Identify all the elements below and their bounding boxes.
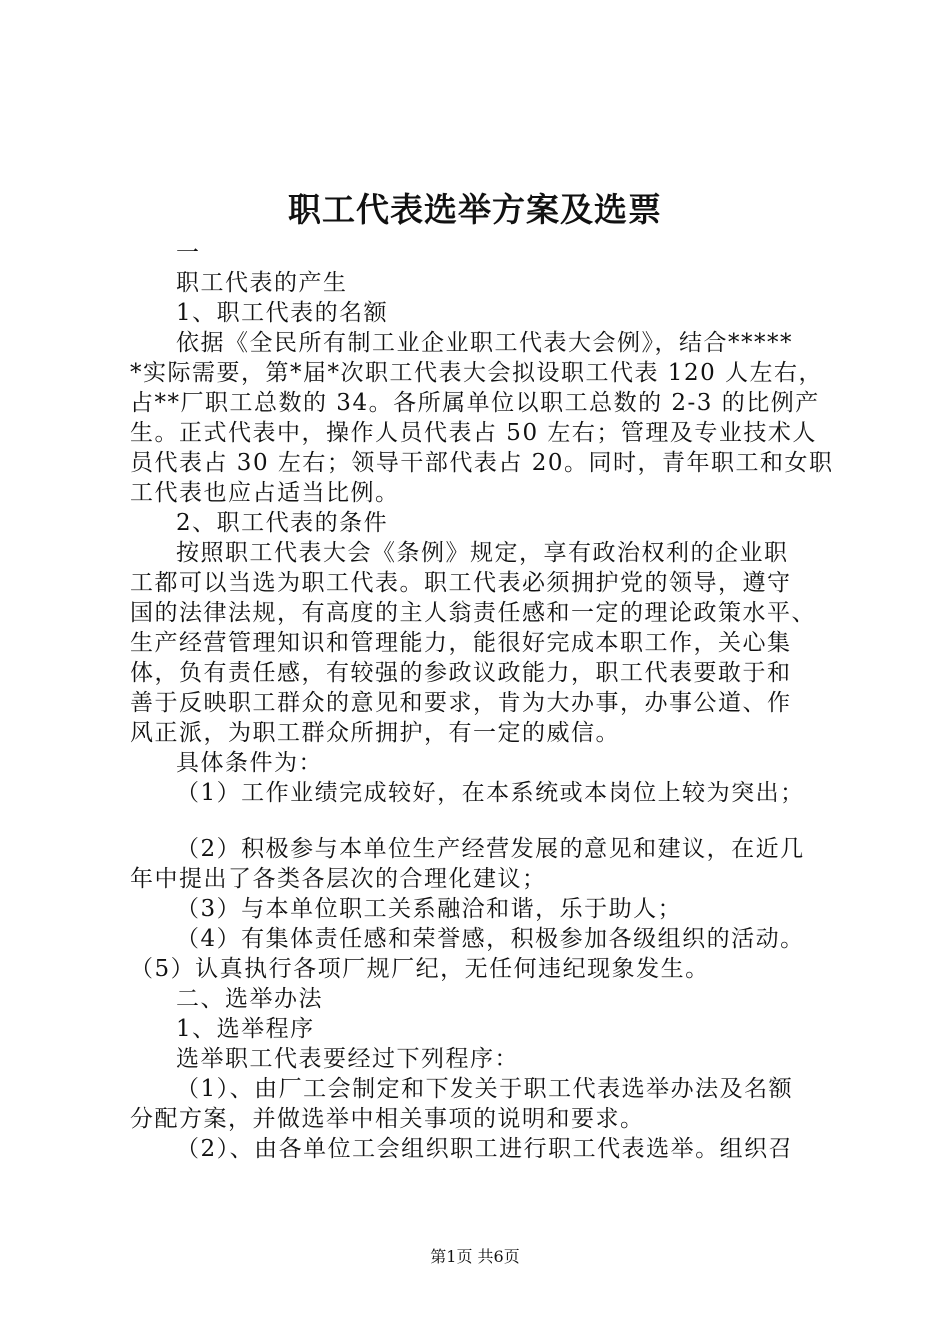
text-line: （1）工作业绩完成较好，在本系统或本岗位上较为突出；: [176, 780, 805, 806]
text-line: 2、职工代表的条件: [176, 510, 389, 536]
text-line: 按照职工代表大会《条例》规定，享有政治权利的企业职: [176, 540, 789, 566]
text-line: （2）积极参与本单位生产经营发展的意见和建议，在近几: [176, 836, 805, 862]
text-line: 年中提出了各类各层次的合理化建议；: [130, 866, 547, 892]
text-line: （3）与本单位职工关系融洽和谐，乐于助人；: [176, 896, 683, 922]
text-line: 具体条件为：: [176, 750, 323, 776]
text-line: （5）认真执行各项厂规厂纪，无任何违纪现象发生。: [130, 956, 710, 982]
text-line: 依据《全民所有制工业企业职工代表大会例》，结合*****: [176, 330, 793, 356]
text-line: 工代表也应占适当比例。: [130, 480, 400, 506]
text-line: （1）、由厂工会制定和下发关于职工代表选举办法及名额: [176, 1076, 794, 1102]
text-line: 善于反映职工群众的意见和要求，肯为大办事，办事公道、作: [130, 690, 792, 716]
text-line: （2）、由各单位工会组织职工进行职工代表选举。组织召: [176, 1136, 794, 1162]
text-line: 风正派，为职工群众所拥护，有一定的威信。: [130, 720, 620, 746]
text-line: 一: [176, 240, 201, 266]
text-line: （4）有集体责任感和荣誉感，积极参加各级组织的活动。: [176, 926, 805, 952]
text-line: 工都可以当选为职工代表。职工代表必须拥护党的领导，遵守: [130, 570, 792, 596]
text-line: 国的法律法规，有高度的主人翁责任感和一定的理论政策水平、: [130, 600, 816, 626]
text-line: 生产经营管理知识和管理能力，能很好完成本职工作，关心集: [130, 630, 792, 656]
page-footer: 第1页 共6页: [430, 1247, 520, 1266]
text-line: 生。正式代表中，操作人员代表占 50 左右；管理及专业技术人: [130, 420, 817, 446]
document-title: 职工代表选举方案及选票: [288, 190, 662, 229]
document-body: [130, 238, 834, 1164]
text-line: 员代表占 30 左右；领导干部代表占 20。同时，青年职工和女职: [130, 450, 834, 476]
text-line: 选举职工代表要经过下列程序：: [176, 1046, 519, 1072]
paragraph-gap: [130, 808, 830, 834]
text-line: 占**厂职工总数的 34。各所属单位以职工总数的 2-3 的比例产: [130, 390, 820, 416]
text-line: 1、职工代表的名额: [176, 300, 389, 326]
text-line: 1、选举程序: [176, 1016, 315, 1042]
text-line: 职工代表的产生: [176, 270, 348, 296]
text-line: 二、选举办法: [176, 986, 323, 1012]
text-line: 分配方案，并做选举中相关事项的说明和要求。: [130, 1106, 645, 1132]
text-line: *实际需要，第*届*次职工代表大会拟设职工代表 120 人左右，: [130, 360, 824, 386]
text-line: 体，负有责任感，有较强的参政议政能力，职工代表要敢于和: [130, 660, 792, 686]
